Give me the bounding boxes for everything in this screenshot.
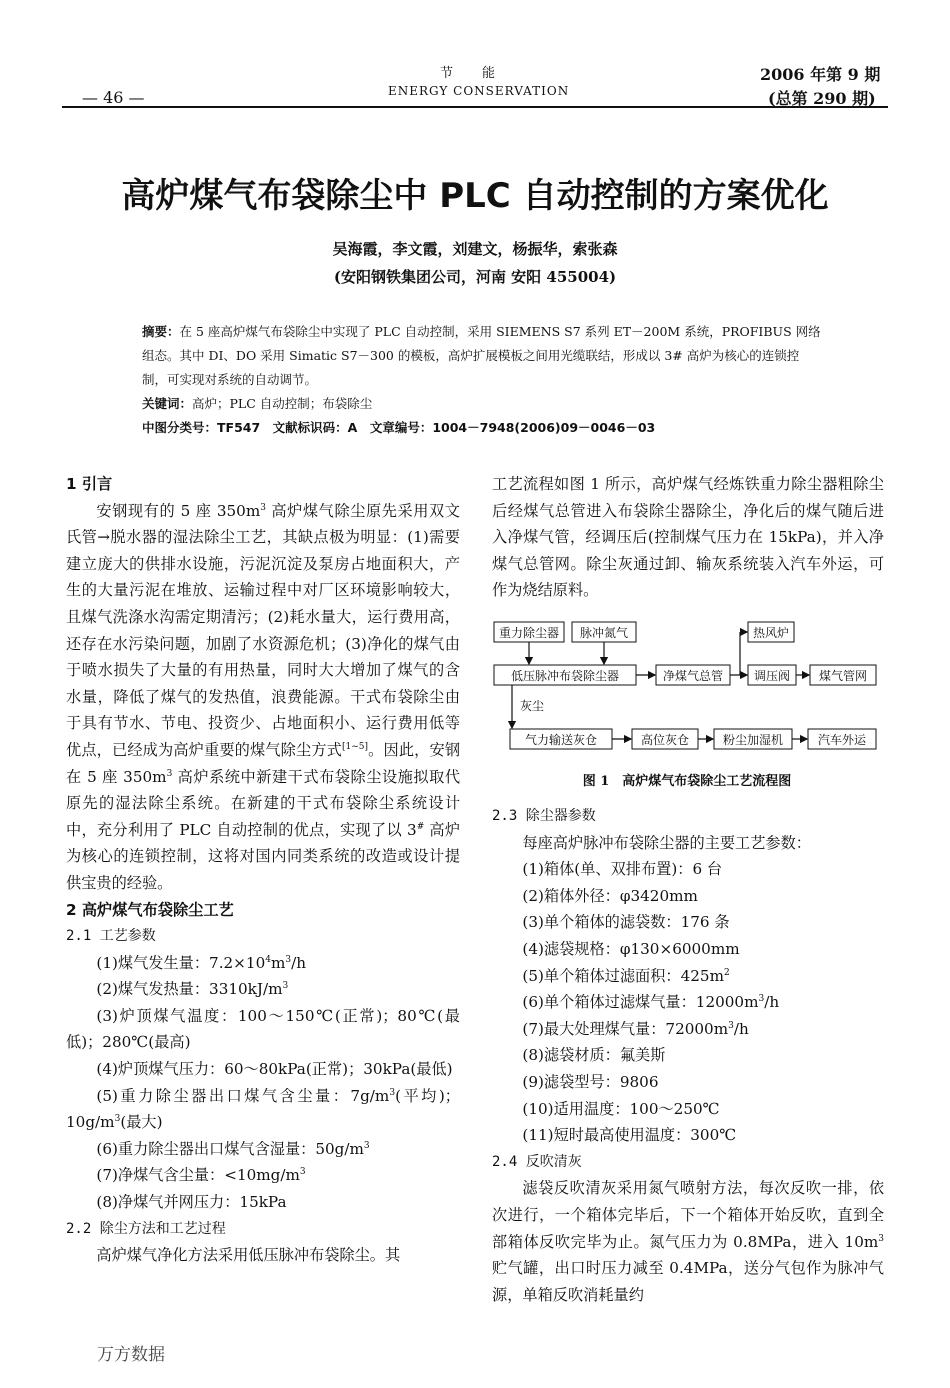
list-item: (4)滤袋规格：φ130×6000mm [522, 939, 740, 958]
keywords [142, 392, 822, 416]
list-item: (8)滤袋材质：氟美斯 [522, 1046, 666, 1065]
label-hot-stove: 热风炉 [752, 626, 790, 640]
list-item: (2)箱体外径：φ3420mm [522, 886, 698, 905]
abstract [142, 320, 822, 392]
abstract-label: 摘要： [142, 324, 180, 339]
list-item: (4)炉顶煤气压力：60～80kPa(正常)；30kPa(最低) [96, 1060, 453, 1079]
subsection-heading: 2.1 工艺参数 [66, 928, 156, 945]
paragraph: 高炉煤气净化方法采用低压脉冲布袋除尘。其 [96, 1246, 401, 1265]
label-gas-network: 煤气管网 [818, 669, 868, 683]
label-pneumatic: 气力输送灰仓 [524, 733, 598, 747]
journal-name-en: ENERGY CONSERVATION [388, 84, 570, 98]
paragraph: 滤袋反吹清灰采用氮气喷射方法，每次反吹一排，依次进行，一个箱体完毕后，下一个箱体开始反吹，直到全部箱体反吹完毕为止。氮气压力为 0.8MPa，进入 $10m^3$ 贮气罐，出口时压力减至 0.4MPa，送分气包作为脉冲气源，单箱反吹消耗量约 [492, 1179, 884, 1304]
classification-meta: 中图分类号：TF547 文献标识码：A 文章编号：1004－7948(2006)09－0046－03 [142, 420, 656, 435]
list-item: (5)重力除尘器出口煤气含尘量：$7g/m^3$(平均)；$10g/m^3$(最大) [66, 1086, 460, 1132]
label-truck: 汽车外运 [817, 733, 867, 747]
keywords-text: 高炉；PLC 自动控制；布袋除尘 [192, 396, 373, 411]
keywords-label: 关键词： [142, 396, 193, 411]
footer-watermark: 万方数据 [97, 1345, 165, 1365]
label-regulator: 调压阀 [753, 669, 791, 683]
list-item: (10)适用温度：100～250℃ [522, 1099, 720, 1118]
list-item: (1)箱体(单、双排布置)：6 台 [522, 860, 723, 879]
list-item: (3)单个箱体的滤袋数：176 条 [522, 913, 730, 932]
paragraph: 每座高炉脉冲布袋除尘器的主要工艺参数： [522, 833, 811, 852]
label-ash: 灰尘 [519, 699, 545, 713]
section-heading: 1 引言 [66, 475, 113, 493]
affiliation: (安阳钢铁集团公司，河南 安阳 455004) [333, 268, 617, 286]
label-high-bin: 高位灰仓 [640, 733, 690, 747]
paper-title: 高炉煤气布袋除尘中 PLC 自动控制的方案优化 [121, 176, 829, 216]
left-column [66, 471, 460, 1269]
subsection-heading: 2.3 除尘器参数 [492, 808, 596, 824]
authors: 吴海霞，李文霞，刘建文，杨振华，索张森 [332, 240, 618, 258]
label-gravity: 重力除尘器 [498, 626, 560, 640]
label-low-pressure: 低压脉冲布袋除尘器 [510, 669, 620, 683]
figure-caption: 图 1 高炉煤气布袋除尘工艺流程图 [582, 774, 792, 789]
list-item: (6)重力除尘器出口煤气含湿量：$50g/m^3$ [96, 1139, 370, 1158]
subsection-heading: 2.4 反吹清灰 [492, 1153, 582, 1170]
issue-number: 2006 年第 9 期 [760, 65, 881, 84]
right-column-top [492, 471, 884, 604]
header-rule [62, 106, 888, 108]
list-item: (5)单个箱体过滤面积：$425m^2$ [522, 966, 730, 985]
label-humidifier: 粉尘加湿机 [722, 733, 784, 747]
abstract-text: 在 5 座高炉煤气布袋除尘中实现了 PLC 自动控制，采用 SIEMENS S7 系列 ET－200M 系统，PROFIBUS 网络组态。其中 DI、DO 采用 Simatic S7－300 的模板，高炉扩展模板之间用光缆联结，形成以 3# 高炉为核心的连锁控制，可实现对系统的自动调节。 [142, 324, 821, 387]
paragraph: 工艺流程如图 1 所示，高炉煤气经炼铁重力除尘器粗除尘后经煤气总管进入布袋除尘器除尘，净化后的煤气随后进入净煤气管，经调压后(控制煤气压力在 15kPa)，并入净煤气总管网。除尘灰通过卸、输灰系统装入汽车外运，可作为烧结原料。 [492, 475, 884, 600]
process-flow-diagram [492, 616, 882, 756]
list-item: (1)煤气发生量：$7.2\times 10^4m^3/h$ [96, 953, 307, 972]
journal-name-cn: 节 能 [440, 66, 497, 81]
list-item: (3)炉顶煤气温度：100～150℃(正常)；80℃(最低)；280℃(最高) [66, 1006, 460, 1052]
list-item: (2)煤气发热量：$3310kJ/m^3$ [96, 980, 289, 999]
abstract-block [142, 320, 822, 440]
paragraph: 安钢现有的 5 座 $350m^3$ 高炉煤气除尘原先采用双文氏管→脱水器的湿法除尘工艺，其缺点极为明显：(1)需要建立庞大的供排水设施，污泥沉淀及泵房占地面积大，产生的大量污泥在堆放、运输过程中对厂区环境影响较大，且煤气洗涤水沟需定期清污；(2)耗水量大，运行费用高，还存在水污染问题，加剧了水资源危机；(3)净化的煤气由于喷水损失了大量的有用热量，同时大大增加了煤气的含水量，降低了煤气的发热值，浪费能源。干式布袋除尘由于具有节水、节电、投资少、占地面积小、运行费用低等优点，已经成为高炉重要的煤气除尘方式[1~5]。因此，安钢在 5 座 $350m^3$ 高炉系统中新建干式布袋除尘设施拟取代原先的湿法除尘系统。在新建的干式布袋除尘系统设计中，充分利用了 PLC 自动控制的优点，实现了以 3# 高炉为核心的连锁控制，这将对国内同类系统的改造或设计提供宝贵的经验。 [66, 501, 461, 892]
label-pulse-n2: 脉冲氮气 [579, 626, 629, 640]
list-item: (7)最大处理煤气量：$72000m^3/h$ [522, 1019, 749, 1038]
subsection-heading: 2.2 除尘方法和工艺过程 [66, 1220, 226, 1237]
list-item: (9)滤袋型号：9806 [522, 1072, 659, 1091]
issue-total: (总第 290 期) [768, 89, 876, 108]
page-number: — 46 — [82, 88, 145, 107]
label-clean-main: 净煤气总管 [662, 669, 724, 683]
right-column-bottom [492, 803, 884, 1308]
section-heading: 2 高炉煤气布袋除尘工艺 [66, 900, 234, 919]
list-item: (11)短时最高使用温度：300℃ [522, 1126, 737, 1145]
list-item: (7)净煤气含尘量：$<10mg/m^3$ [96, 1166, 306, 1185]
list-item: (6)单个箱体过滤煤气量：$12000m^3/h$ [522, 993, 780, 1012]
list-item: (8)净煤气并网压力：15kPa [96, 1193, 287, 1212]
